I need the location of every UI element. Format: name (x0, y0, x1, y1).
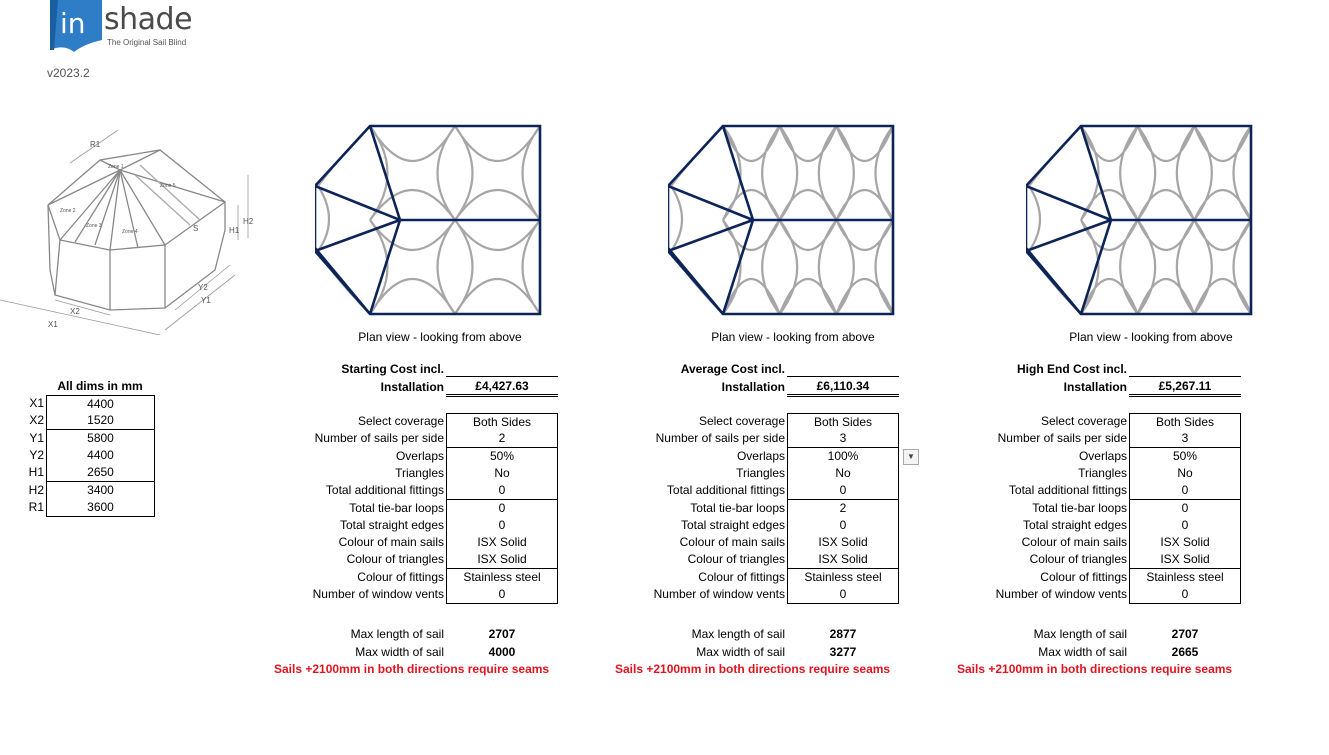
brand-tagline: The Original Sail Blind (107, 38, 187, 47)
cost-value: £6,110.34 (787, 379, 899, 397)
field-value-cell[interactable]: 50% (446, 448, 558, 466)
field-value-cell[interactable]: No (446, 465, 558, 483)
field-label: Total additional fittings (1008, 483, 1127, 498)
field-label: Colour of triangles (1029, 552, 1127, 567)
label-r1: R1 (90, 140, 101, 149)
cost-underline (446, 376, 558, 377)
cost-label-line1: Average Cost incl. (680, 362, 785, 376)
label-s: S (193, 224, 199, 233)
field-label: Select coverage (357, 414, 444, 428)
max-length-value: 2877 (829, 627, 857, 641)
field-label: Colour of main sails (338, 535, 444, 550)
field-value-cell[interactable]: Both Sides (787, 413, 899, 431)
field-value-cell[interactable]: ISX Solid (1129, 534, 1241, 552)
brand-name: shade (104, 2, 193, 37)
dim-label: Y2 (29, 447, 44, 462)
max-width-value: 2665 (1171, 645, 1199, 659)
dim-label: X1 (29, 396, 44, 410)
dim-value-cell[interactable]: 4400 (46, 447, 155, 465)
field-label: Select coverage (1040, 414, 1127, 428)
field-value-cell[interactable]: No (1129, 465, 1241, 483)
dim-value-cell[interactable]: 3400 (46, 482, 155, 500)
max-length-label: Max length of sail (1033, 627, 1127, 641)
max-length-value: 2707 (1171, 627, 1199, 641)
field-label: Total tie-bar loops (690, 500, 785, 515)
cost-underline (787, 376, 899, 377)
field-label: Colour of main sails (1021, 535, 1127, 550)
field-label: Number of window vents (653, 587, 785, 601)
seam-warning: Sails +2100mm in both directions require seams (615, 662, 891, 676)
field-label: Colour of fittings (357, 569, 444, 584)
field-value-cell[interactable]: 0 (787, 482, 899, 500)
dim-label: H1 (28, 465, 44, 480)
plan-view-drawing (668, 123, 898, 318)
plan-caption: Plan view - looking from above (711, 330, 875, 344)
seam-warning: Sails +2100mm in both directions require seams (957, 662, 1233, 676)
dim-value-cell[interactable]: 3600 (46, 499, 155, 517)
field-label: Total straight edges (680, 517, 785, 532)
logo-prefix: in (60, 7, 86, 40)
field-label: Colour of fittings (698, 569, 785, 584)
field-label: Total additional fittings (666, 483, 785, 498)
cost-label-line2: Installation (1063, 380, 1127, 394)
field-value-cell[interactable]: 0 (446, 517, 558, 535)
dim-row (0, 412, 154, 429)
field-label: Overlaps (736, 448, 785, 463)
dim-label: R1 (28, 499, 44, 514)
field-value-cell[interactable]: 0 (787, 586, 899, 604)
dim-label: Y1 (29, 430, 44, 445)
field-value-cell[interactable]: 3 (787, 430, 899, 448)
cost-label-line1: High End Cost incl. (1017, 362, 1127, 376)
field-value-cell[interactable]: 0 (446, 500, 558, 518)
dim-row (0, 482, 154, 499)
field-value-cell[interactable]: Stainless steel (787, 569, 899, 587)
field-value-cell[interactable]: ISX Solid (1129, 551, 1241, 569)
cost-value: £4,427.63 (446, 379, 558, 397)
field-value-cell[interactable]: 0 (446, 586, 558, 604)
label-x1: X1 (48, 320, 58, 329)
field-value-cell[interactable]: Both Sides (1129, 413, 1241, 431)
field-value-cell[interactable]: 0 (1129, 517, 1241, 535)
field-label: Triangles (395, 465, 444, 480)
cost-label-line2: Installation (721, 380, 785, 394)
dim-value-cell[interactable]: 1520 (46, 412, 155, 430)
field-label: Total straight edges (1022, 517, 1127, 532)
field-value-cell[interactable]: Both Sides (446, 413, 558, 431)
field-label: Total tie-bar loops (1032, 500, 1127, 515)
max-length-label: Max length of sail (350, 627, 444, 641)
field-label: Triangles (736, 465, 785, 480)
field-label: Colour of main sails (679, 535, 785, 550)
field-value-cell[interactable]: 0 (1129, 586, 1241, 604)
dim-row (0, 430, 154, 447)
plan-caption: Plan view - looking from above (358, 330, 522, 344)
field-value-cell[interactable]: ISX Solid (446, 551, 558, 569)
field-value-cell[interactable]: No (787, 465, 899, 483)
label-zone3: Zone 3 (86, 223, 102, 229)
field-value-cell[interactable]: Stainless steel (446, 569, 558, 587)
max-length-label: Max length of sail (691, 627, 785, 641)
field-value-cell[interactable]: ISX Solid (446, 534, 558, 552)
label-zone1: Zone 1 (108, 164, 124, 170)
field-value-cell[interactable]: 0 (1129, 482, 1241, 500)
dim-row (0, 464, 154, 481)
field-label: Number of sails per side (314, 431, 444, 446)
plan-view-drawing (315, 123, 545, 318)
max-width-value: 4000 (488, 645, 516, 659)
field-value-cell[interactable]: ISX Solid (787, 534, 899, 552)
field-label: Total tie-bar loops (349, 500, 444, 515)
label-x2: X2 (70, 307, 80, 316)
label-y1: Y1 (201, 296, 211, 305)
field-label: Colour of triangles (687, 552, 785, 567)
dim-label: H2 (28, 482, 44, 497)
field-label: Number of sails per side (655, 431, 785, 446)
cost-value: £5,267.11 (1129, 379, 1241, 397)
dim-label: X2 (29, 413, 44, 428)
label-h2: H2 (243, 217, 254, 226)
max-width-label: Max width of sail (696, 645, 785, 659)
max-width-label: Max width of sail (355, 645, 444, 659)
cost-label-line1: Starting Cost incl. (341, 362, 444, 376)
plan-caption: Plan view - looking from above (1069, 330, 1233, 344)
inshade-logo (44, 0, 106, 55)
dim-row (0, 447, 154, 464)
cost-underline (1129, 376, 1241, 377)
field-value-cell[interactable]: 0 (446, 482, 558, 500)
field-value-cell[interactable]: 50% (1129, 448, 1241, 466)
label-zone4: Zone 4 (122, 229, 138, 235)
field-value-cell[interactable]: 0 (1129, 500, 1241, 518)
field-label: Total straight edges (339, 517, 444, 532)
field-value-cell[interactable]: 3 (1129, 430, 1241, 448)
label-y2: Y2 (198, 283, 208, 292)
field-label: Number of sails per side (997, 431, 1127, 446)
field-value-cell[interactable]: 0 (787, 517, 899, 535)
version-label: v2023.2 (47, 66, 90, 80)
field-value-cell[interactable]: 2 (787, 500, 899, 518)
label-h1: H1 (229, 226, 240, 235)
field-value-cell[interactable]: 100% (787, 448, 899, 466)
field-value-cell[interactable]: 2 (446, 430, 558, 448)
field-label: Overlaps (1078, 448, 1127, 463)
plan-view-drawing (1026, 123, 1256, 318)
field-label: Number of window vents (312, 587, 444, 601)
field-label: Overlaps (395, 448, 444, 463)
field-label: Colour of triangles (346, 552, 444, 567)
field-value-cell[interactable]: Stainless steel (1129, 569, 1241, 587)
field-label: Colour of fittings (1040, 569, 1127, 584)
field-label: Select coverage (698, 414, 785, 428)
field-label: Number of window vents (995, 587, 1127, 601)
dim-value-cell[interactable]: 2650 (46, 464, 155, 482)
field-label: Triangles (1078, 465, 1127, 480)
max-length-value: 2707 (488, 627, 516, 641)
building-diagram (0, 120, 270, 335)
field-label: Total additional fittings (325, 483, 444, 498)
dims-heading: All dims in mm (57, 379, 143, 393)
label-zone5: Zone 5 (160, 183, 176, 189)
seam-warning: Sails +2100mm in both directions require seams (274, 662, 550, 676)
dim-row (0, 395, 154, 412)
dim-row (0, 499, 154, 516)
chevron-down-icon[interactable]: ▼ (903, 449, 919, 465)
dim-value-cell[interactable]: 4400 (46, 395, 155, 413)
max-width-value: 3277 (829, 645, 857, 659)
cost-label-line2: Installation (380, 380, 444, 394)
field-value-cell[interactable]: ISX Solid (787, 551, 899, 569)
max-width-label: Max width of sail (1038, 645, 1127, 659)
dim-value-cell[interactable]: 5800 (46, 430, 155, 448)
label-zone2: Zone 2 (60, 208, 76, 214)
